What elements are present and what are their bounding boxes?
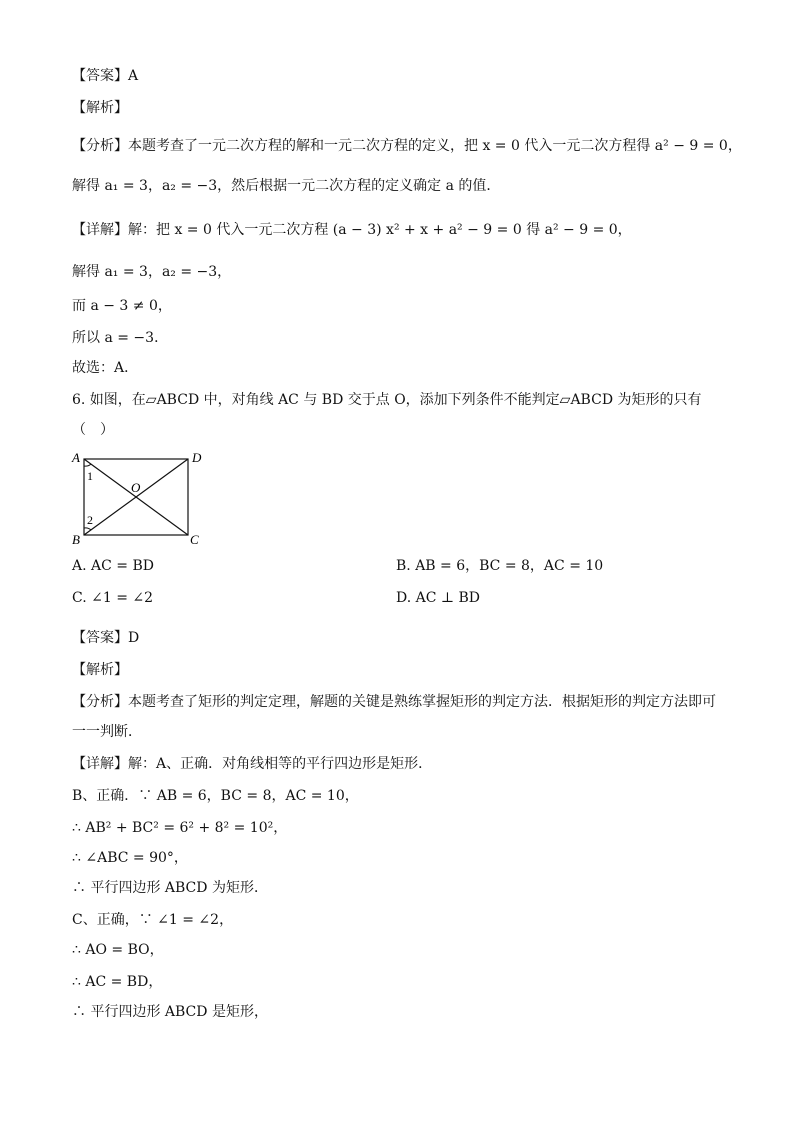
analysis-line-2: 解得 a₁ = 3，a₂ = −3，然后根据一元二次方程的定义确定 a 的值． [72,178,501,194]
option-d: D. AC ⊥ BD [396,590,481,606]
option-c: C. ∠1 = ∠2 [72,590,154,606]
option-a: A. AC = BD [72,558,154,574]
question-6-stem: 6. 如图，在▱ABCD 中，对角线 AC 与 BD 交于点 O，添加下列条件不能判定▱ABCD 为矩形的只有 [72,392,702,408]
detail-line-7: B、正确．∵ AB = 6，BC = 8，AC = 10， [72,788,359,804]
detail-line-5: 故选：A． [72,360,139,376]
detail-line-13: ∴ AC = BD， [72,974,163,990]
detail-line-14: ∴ 平行四边形 ABCD 是矩形， [72,1004,268,1020]
answer-label-2: 【答案】D [72,630,140,646]
label-angle-2: 2 [87,513,93,527]
detail-line-11: C、正确，∵ ∠1 = ∠2， [72,912,234,928]
analysis-header-2: 【解析】 [72,662,128,678]
answer-label-1: 【答案】A [72,68,139,84]
label-angle-1: 1 [87,469,93,483]
analysis-line-1: 【分析】本题考查了一元二次方程的解和一元二次方程的定义，把 x = 0 代入一元二次方程得 a² − 9 = 0， [72,138,742,154]
angle-1-arc [84,464,91,466]
detail-line-3: 而 a − 3 ≠ 0， [72,298,172,314]
question-6-paren: （ ） [72,422,114,438]
angle-2-arc [84,528,91,530]
detail-line-10: ∴ 平行四边形 ABCD 为矩形． [72,880,268,896]
label-d: D [192,450,202,465]
detail-line-1: 【详解】解：把 x = 0 代入一元二次方程 (a − 3) x² + x + a² − 9 = 0 得 a² − 9 = 0， [72,222,632,238]
detail-line-4: 所以 a = −3． [72,330,169,346]
label-o: O [131,480,141,495]
detail-line-2: 解得 a₁ = 3，a₂ = −3， [72,264,232,280]
detail-line-6: 【详解】解：A、正确．对角线相等的平行四边形是矩形． [72,756,433,772]
label-a: A [72,450,80,465]
rectangle-diagram [68,446,208,546]
label-b: B [72,532,80,546]
analysis-header-1: 【解析】 [72,100,128,116]
option-b: B. AB = 6，BC = 8，AC = 10 [396,558,604,574]
detail-line-8: ∴ AB² + BC² = 6² + 8² = 10²， [72,820,288,836]
analysis-line-4: 一一判断． [72,724,142,740]
analysis-line-3: 【分析】本题考查了矩形的判定定理，解题的关键是熟练掌握矩形的判定方法．根据矩形的判定方法即可 [72,694,716,710]
label-c: C [190,532,199,546]
detail-line-12: ∴ AO = BO， [72,942,164,958]
detail-line-9: ∴ ∠ABC = 90°， [72,850,188,866]
